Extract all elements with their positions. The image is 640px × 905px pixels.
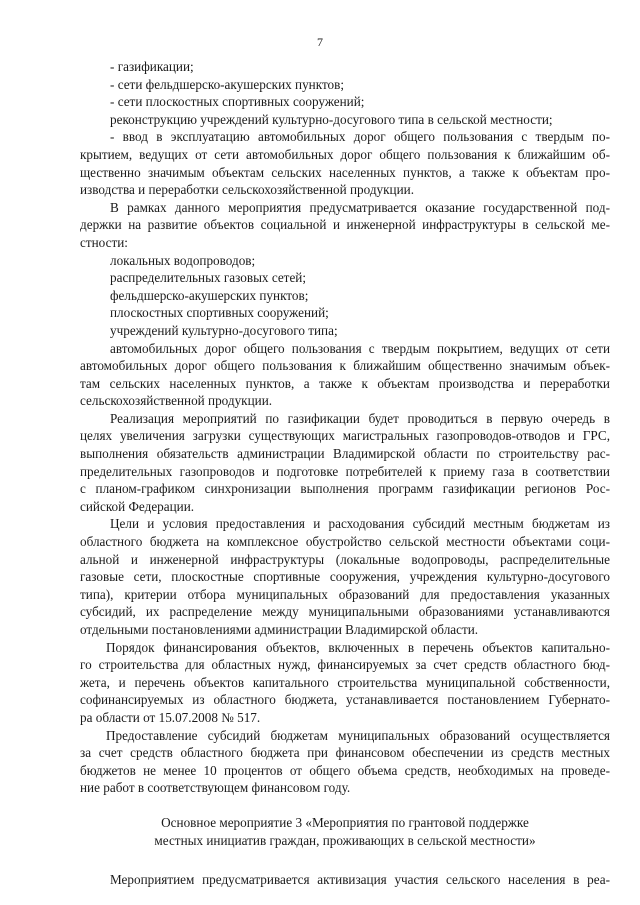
text-line: Предоставление субсидий бюджетам муниципальных образований осуществляется	[106, 727, 610, 743]
text-line: щественно значимым объектам сельских населенных пунктов, а также к объектам про-	[80, 164, 610, 180]
text-line: ние работ в соответствующем финансовом году.	[80, 780, 351, 796]
text-line: распределительных газовых сетей;	[110, 270, 307, 286]
body-text	[80, 58, 610, 889]
text-line: жета, и перечень объектов капитального строительства муниципальной собственности,	[80, 674, 610, 690]
text-line: субсидий, их распределение между муниципальными образованиями устанавливаются	[80, 604, 610, 620]
text-line: автомобильных дорог общего пользования к ближайшим общественно значимым объек-	[80, 358, 610, 374]
text-line: учреждений культурно-досугового типа;	[110, 322, 338, 338]
text-line: типа), критерии отбора муниципальных образований для предоставления указанных	[80, 586, 610, 602]
text-line: с планом-графиком синхронизации выполнения программ газификации регионов Рос-	[80, 481, 610, 497]
text-line: - сети плоскостных спортивных сооружений;	[110, 94, 365, 110]
text-line: альной и инженерной инфраструктуры (локальные водопроводы, распределительные	[80, 551, 610, 567]
text-line: автомобильных дорог общего пользования с твердым покрытием, ведущих от сети	[110, 340, 610, 356]
text-line: изводства и переработки сельскохозяйственной продукции.	[80, 182, 415, 198]
text-line: местных инициатив граждан, проживающих в сельской местности»	[154, 832, 536, 848]
spacer	[80, 849, 610, 871]
text-line: В рамках данного мероприятия предусматривается оказание государственной под-	[110, 199, 610, 215]
text-line: реконструкцию учреждений культурно-досугового типа в сельской местности;	[110, 111, 553, 127]
text-line: бюджетов не менее 10 процентов от общего объема средств, необходимых на проведе-	[80, 762, 610, 778]
text-line: крытием, ведущих от сети автомобильных дорог общего пользования к ближайшим об-	[80, 146, 610, 162]
text-line: отдельными постановлениями администрации Владимирской области.	[80, 622, 479, 637]
text-line: там сельских населенных пунктов, а также к объектам производства и переработки	[80, 375, 610, 391]
text-line: - газификации;	[110, 59, 194, 74]
text-line: стности:	[80, 234, 128, 250]
text-line: Мероприятием предусматривается активизация участия сельского населения в реа-	[110, 872, 610, 888]
text-line: фельдшерско-акушерских пунктов;	[110, 287, 309, 303]
text-line: сийской Федерации.	[80, 498, 195, 514]
text-line: ра области от 15.07.2008 № 517.	[80, 709, 261, 725]
text-line: софинансируемых из областного бюджета, устанавливается постановлением Губернато-	[80, 692, 610, 708]
text-line: газовые сети, плоскостные спортивные сооружения, учреждения культурно-досугового	[80, 569, 610, 585]
text-line: Реализация мероприятий по газификации будет проводиться в первую очередь в	[110, 410, 610, 426]
page-number: 7	[317, 35, 323, 49]
text-line: го строительства для областных нужд, финансируемых за счет средств областного бюд-	[80, 657, 610, 673]
text-line: целях увеличения загрузки существующих магистральных газопроводов-отводов и ГРС,	[80, 428, 610, 444]
text-line: областного бюджета на комплексное обустройство сельской местности объектами соци-	[80, 534, 610, 550]
text-line: Цели и условия предоставления и расходования субсидий местным бюджетам из	[110, 516, 610, 532]
text-line: Основное мероприятие 3 «Мероприятия по грантовой поддержке	[161, 814, 529, 830]
text-line: выполнения обязательств администрации Владимирской области по строительству рас-	[80, 446, 610, 462]
text-line: - ввод в эксплуатацию автомобильных дорог общего пользования с твердым по-	[110, 129, 610, 145]
text-line: - сети фельдшерско-акушерских пунктов;	[110, 76, 345, 92]
text-line: Порядок финансирования объектов, включенных в перечень объектов капитально-	[106, 639, 610, 655]
text-line: локальных водопроводов;	[110, 252, 256, 268]
text-line: плоскостных спортивных сооружений;	[110, 305, 329, 321]
text-line: за счет средств областного бюджета при финансовом обеспечении из средств местных	[80, 745, 610, 761]
spacer	[80, 797, 610, 814]
text-line: пределительных газопроводов и подготовке потребителей к приему газа в соответствии	[80, 463, 610, 479]
text-line: держки на развитие объектов социальной и инженерной инфраструктуры в сельской ме-	[80, 217, 610, 233]
text-line: сельскохозяйственной продукции.	[80, 393, 273, 409]
